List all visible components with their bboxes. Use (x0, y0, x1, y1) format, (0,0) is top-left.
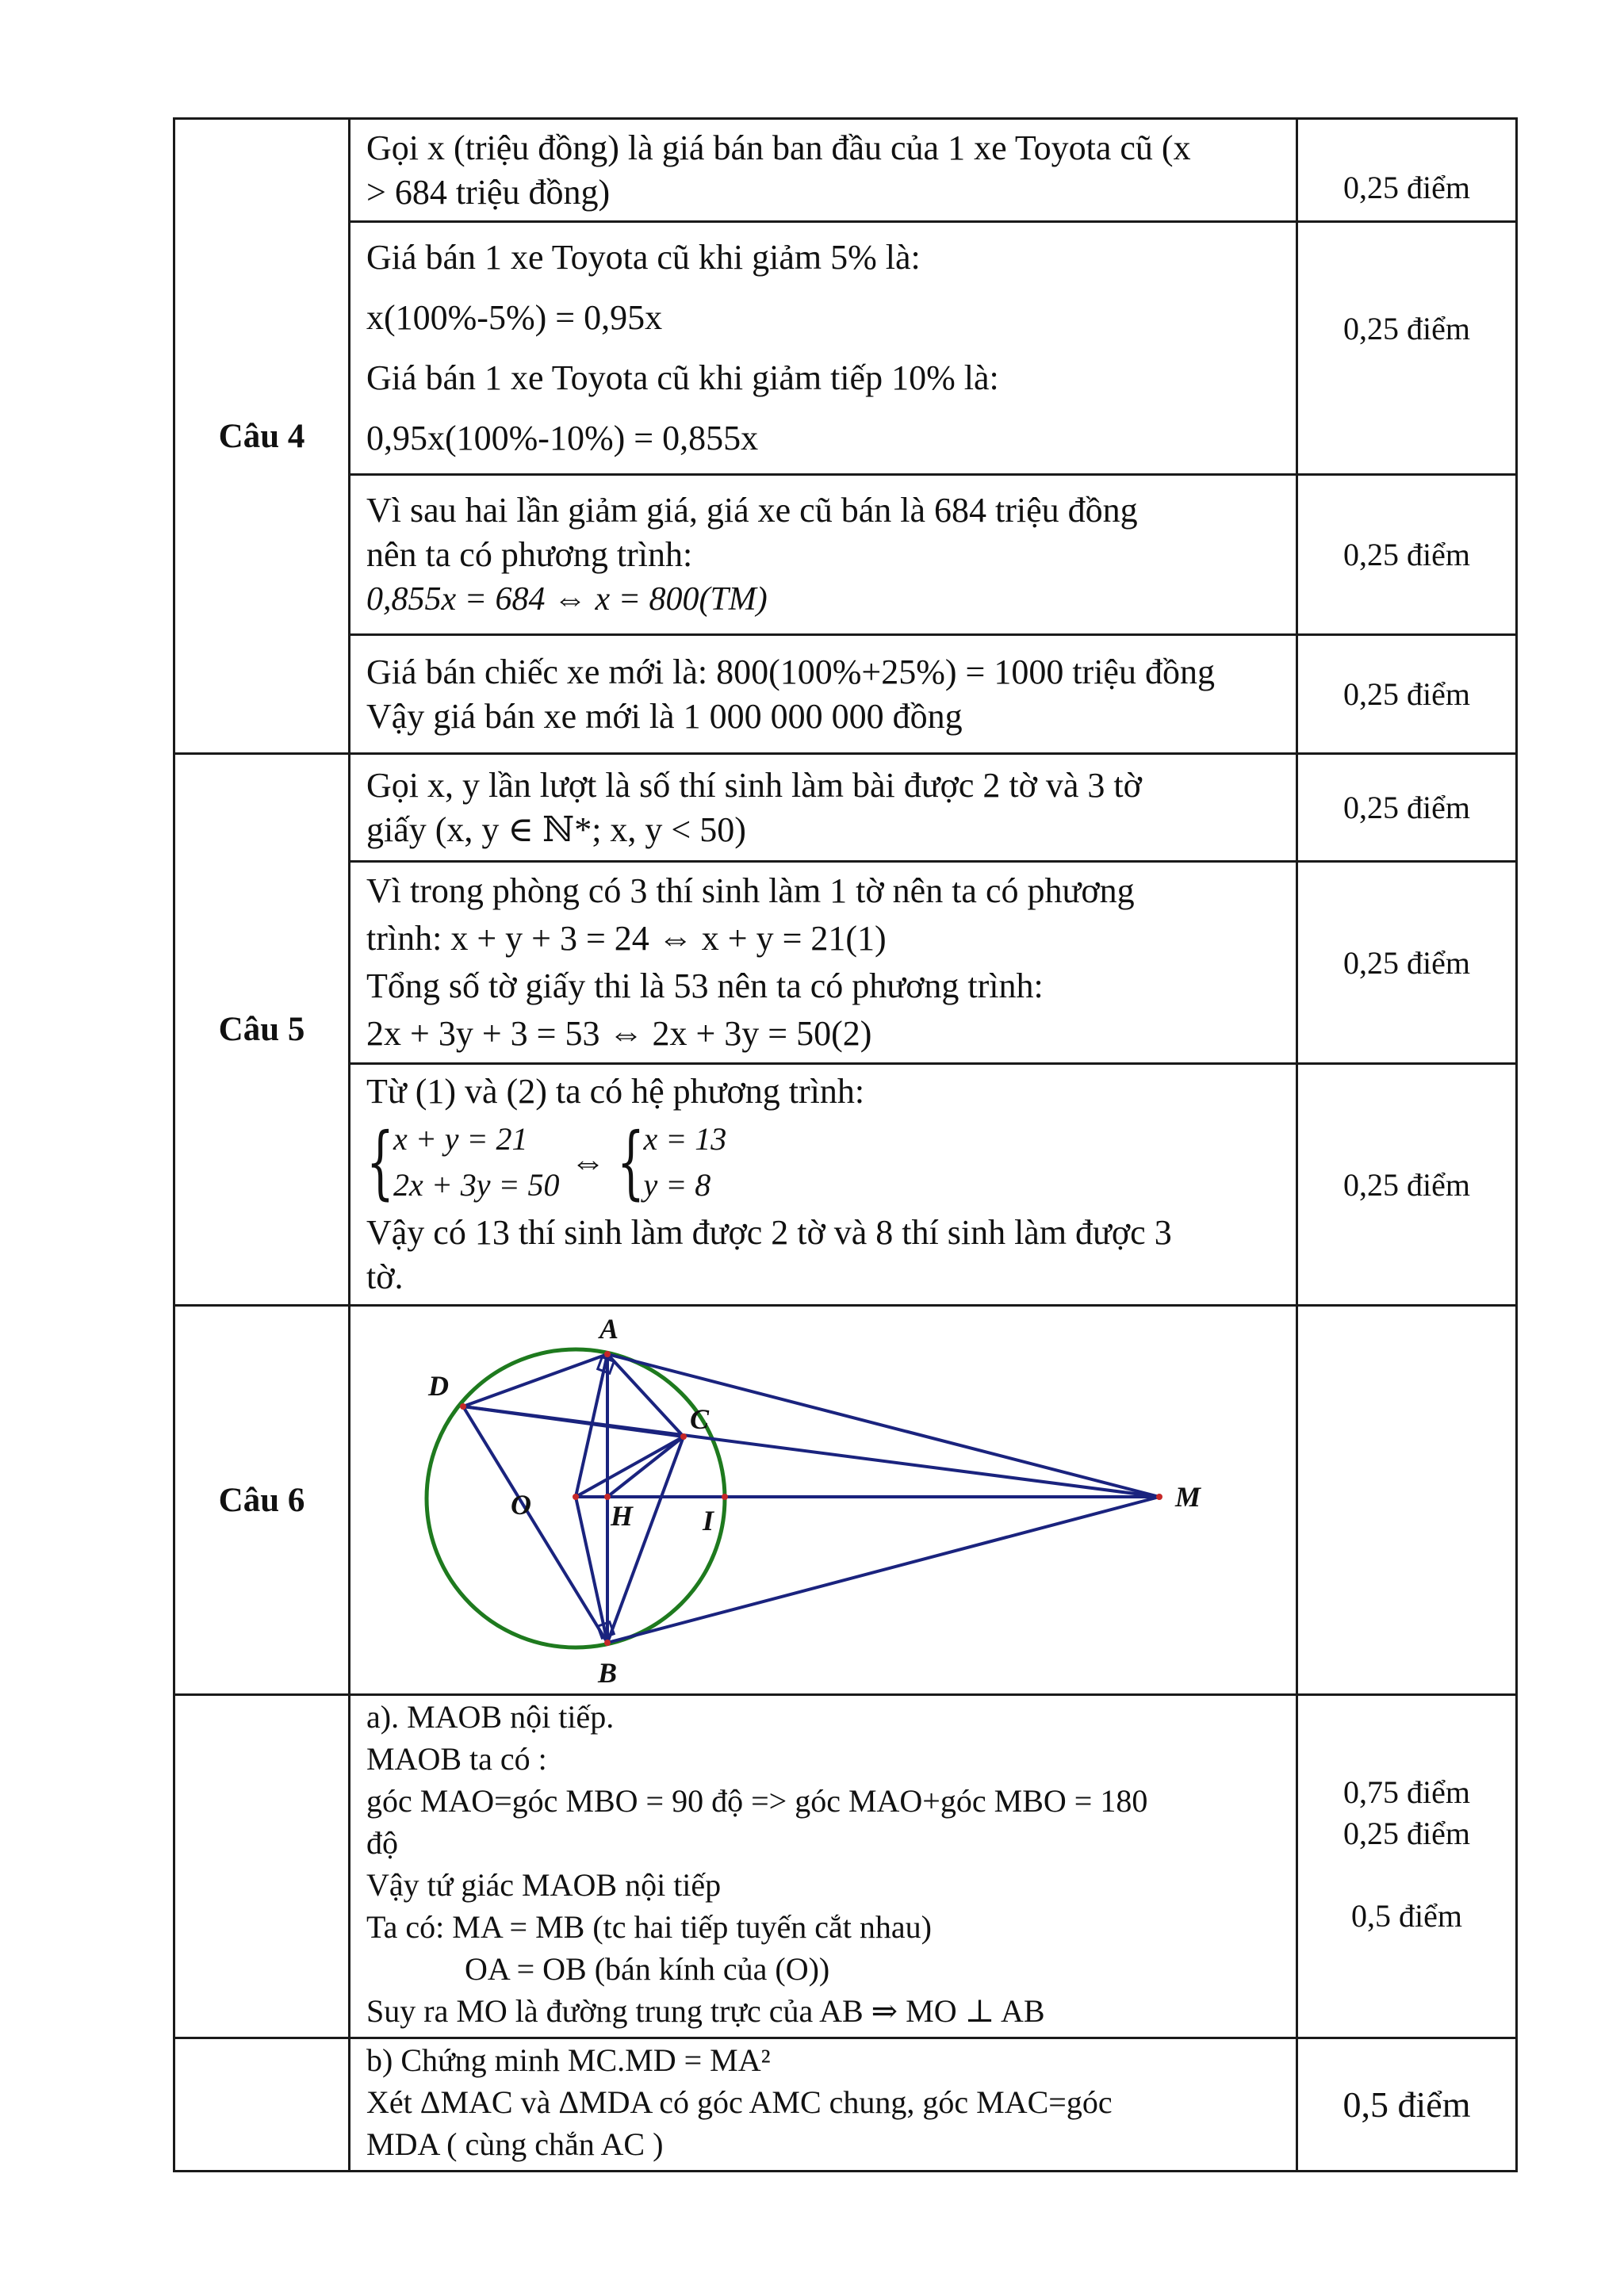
label-h: H (611, 1500, 634, 1532)
right-brace: { (616, 1115, 645, 1208)
part-b-line-2: Xét ΔMAC và ΔMDA có góc AMC chung, góc MAC=góc (366, 2084, 1113, 2120)
part-a-points-1: 0,75 điểm (1343, 1774, 1470, 1810)
label-d: D (428, 1370, 449, 1402)
q5-step-2-line-3: Tổng số tờ giấy thi là 53 nên ta có phương trình: (366, 966, 1044, 1005)
q4-step-4-line-2: Vậy giá bán xe mới là 1 000 000 000 đồng (366, 696, 963, 736)
part-a-label-cell (174, 1695, 350, 2038)
q5-step-3-intro: Từ (1) và (2) ta có hệ phương trình: (366, 1072, 865, 1111)
label-c: C (690, 1403, 710, 1435)
q4-step-2 (350, 222, 1297, 475)
part-a-points-4: 0,5 điểm (1351, 1898, 1462, 1934)
q5-step-2-line-4: 2x + 3y + 3 = 53 ⇔ 2x + 3y = 50(2) (366, 1014, 872, 1053)
q4-step-2-line-1: Giá bán 1 xe Toyota cũ khi giảm 5% là: (366, 238, 921, 277)
q4-step-2-line-4: 0,95x(100%-10%) = 0,855x (366, 419, 759, 457)
part-a-points (1297, 1695, 1517, 2038)
q4-step-3 (350, 475, 1297, 635)
q5-step-1 (350, 754, 1297, 862)
equivalence-symbol: ⇔ (570, 1142, 606, 1181)
question-5-label: Câu 5 (174, 754, 350, 1306)
q4-step-2-line-3: Giá bán 1 xe Toyota cũ khi giảm tiếp 10% là: (366, 358, 999, 397)
part-a-points-3 (1298, 1854, 1515, 1896)
q4-step-4 (350, 635, 1297, 754)
q4-step-3-line-2: nên ta có phương trình: (366, 534, 693, 574)
part-a-line-8: Suy ra MO là đường trung trực của AB ⇒ MO ⊥ AB (366, 1993, 1045, 2029)
geometry-figure (350, 1307, 1296, 1693)
q5-step-3-conclusion-2: tờ. (366, 1257, 404, 1296)
answer-table (173, 117, 1518, 2172)
part-b-line-3: MDA ( cùng chắn AC ) (366, 2126, 664, 2162)
question-4-label: Câu 4 (174, 119, 350, 754)
q6-part-a (350, 1695, 1297, 2038)
q4-step-4-line-1: Giá bán chiếc xe mới là: 800(100%+25%) = 1000 triệu đồng (366, 652, 1215, 691)
figure-lines (463, 1354, 1159, 1643)
q5-step-2-line-1: Vì trong phòng có 3 thí sinh làm 1 tờ nên ta có phương (366, 871, 1135, 910)
q5-step-1-line-2: giấy (x, y ∈ ℕ*; x, y < 50) (366, 809, 746, 849)
solution-x: x = 13 (643, 1121, 727, 1157)
part-a-line-3: góc MAO=góc MBO = 90 độ => góc MAO+góc MBO = 180 (366, 1783, 1148, 1819)
segment-oc (576, 1437, 684, 1497)
q5-step-2 (350, 862, 1297, 1064)
system-eq-2: 2x + 3y = 50 (393, 1167, 560, 1203)
label-i: I (703, 1505, 714, 1536)
q4-step-1-line-2: > 684 triệu đồng) (366, 172, 611, 212)
part-b-points: 0,5 điểm (1297, 2038, 1517, 2172)
part-a-line-7: OA = OB (bán kính của (O)) (465, 1951, 830, 1987)
label-o: O (511, 1489, 531, 1521)
q5-step-1-line-1: Gọi x, y lần lượt là số thí sinh làm bài được 2 tờ và 3 tờ (366, 765, 1142, 805)
q4-step-2-line-2: x(100%-5%) = 0,95x (366, 298, 663, 337)
q4-step-4-points: 0,25 điểm (1297, 635, 1517, 754)
segment-bm (607, 1497, 1159, 1643)
q5-step-2-line-2: trình: x + y + 3 = 24 ⇔ x + y = 21(1) (366, 919, 887, 958)
part-a-line-1: a). MAOB nội tiếp. (366, 1699, 615, 1735)
system-eq-1: x + y = 21 (393, 1121, 528, 1157)
q4-step-2-points: 0,25 điểm (1297, 222, 1517, 475)
q5-step-3-points: 0,25 điểm (1297, 1064, 1517, 1306)
left-brace: { (366, 1115, 394, 1208)
label-a: A (599, 1313, 619, 1345)
equation-system (366, 1114, 1288, 1211)
segment-db (463, 1406, 607, 1643)
part-b-label-cell (174, 2038, 350, 2172)
segment-ob (576, 1497, 607, 1643)
q4-step-1 (350, 119, 1297, 222)
q4-step-3-points: 0,25 điểm (1297, 475, 1517, 635)
label-m: M (1175, 1481, 1201, 1513)
q5-step-3 (350, 1064, 1297, 1306)
q5-step-2-points: 0,25 điểm (1297, 862, 1517, 1064)
part-a-line-4: độ (366, 1825, 398, 1861)
figure-points-cell (1297, 1306, 1517, 1695)
q5-step-3-conclusion-1: Vậy có 13 thí sinh làm được 2 tờ và 8 thí sinh làm được 3 (366, 1213, 1172, 1252)
q4-step-1-points: 0,25 điểm (1297, 119, 1517, 222)
q5-step-1-points: 0,25 điểm (1297, 754, 1517, 862)
q6-part-b (350, 2038, 1297, 2172)
solution-y: y = 8 (643, 1167, 711, 1203)
segment-dc (463, 1406, 684, 1437)
part-a-line-6: Ta có: MA = MB (tc hai tiếp tuyến cắt nhau) (366, 1909, 932, 1945)
q4-step-3-line-1: Vì sau hai lần giảm giá, giá xe cũ bán là 684 triệu đồng (366, 490, 1138, 530)
part-a-line-2: MAOB ta có : (366, 1741, 547, 1777)
part-a-line-5: Vậy tứ giác MAOB nội tiếp (366, 1867, 722, 1903)
part-b-line-1: b) Chứng minh MC.MD = MA² (366, 2042, 771, 2078)
part-a-points-2: 0,25 điểm (1343, 1816, 1470, 1851)
geometry-figure-cell (350, 1306, 1297, 1695)
label-b: B (598, 1657, 618, 1689)
question-6-label: Câu 6 (174, 1306, 350, 1695)
q4-step-3-equation: 0,855x = 684 ⇔ x = 800(TM) (366, 580, 768, 618)
q4-step-1-line-1: Gọi x (triệu đồng) là giá bán ban đầu của 1 xe Toyota cũ (x (366, 128, 1191, 167)
